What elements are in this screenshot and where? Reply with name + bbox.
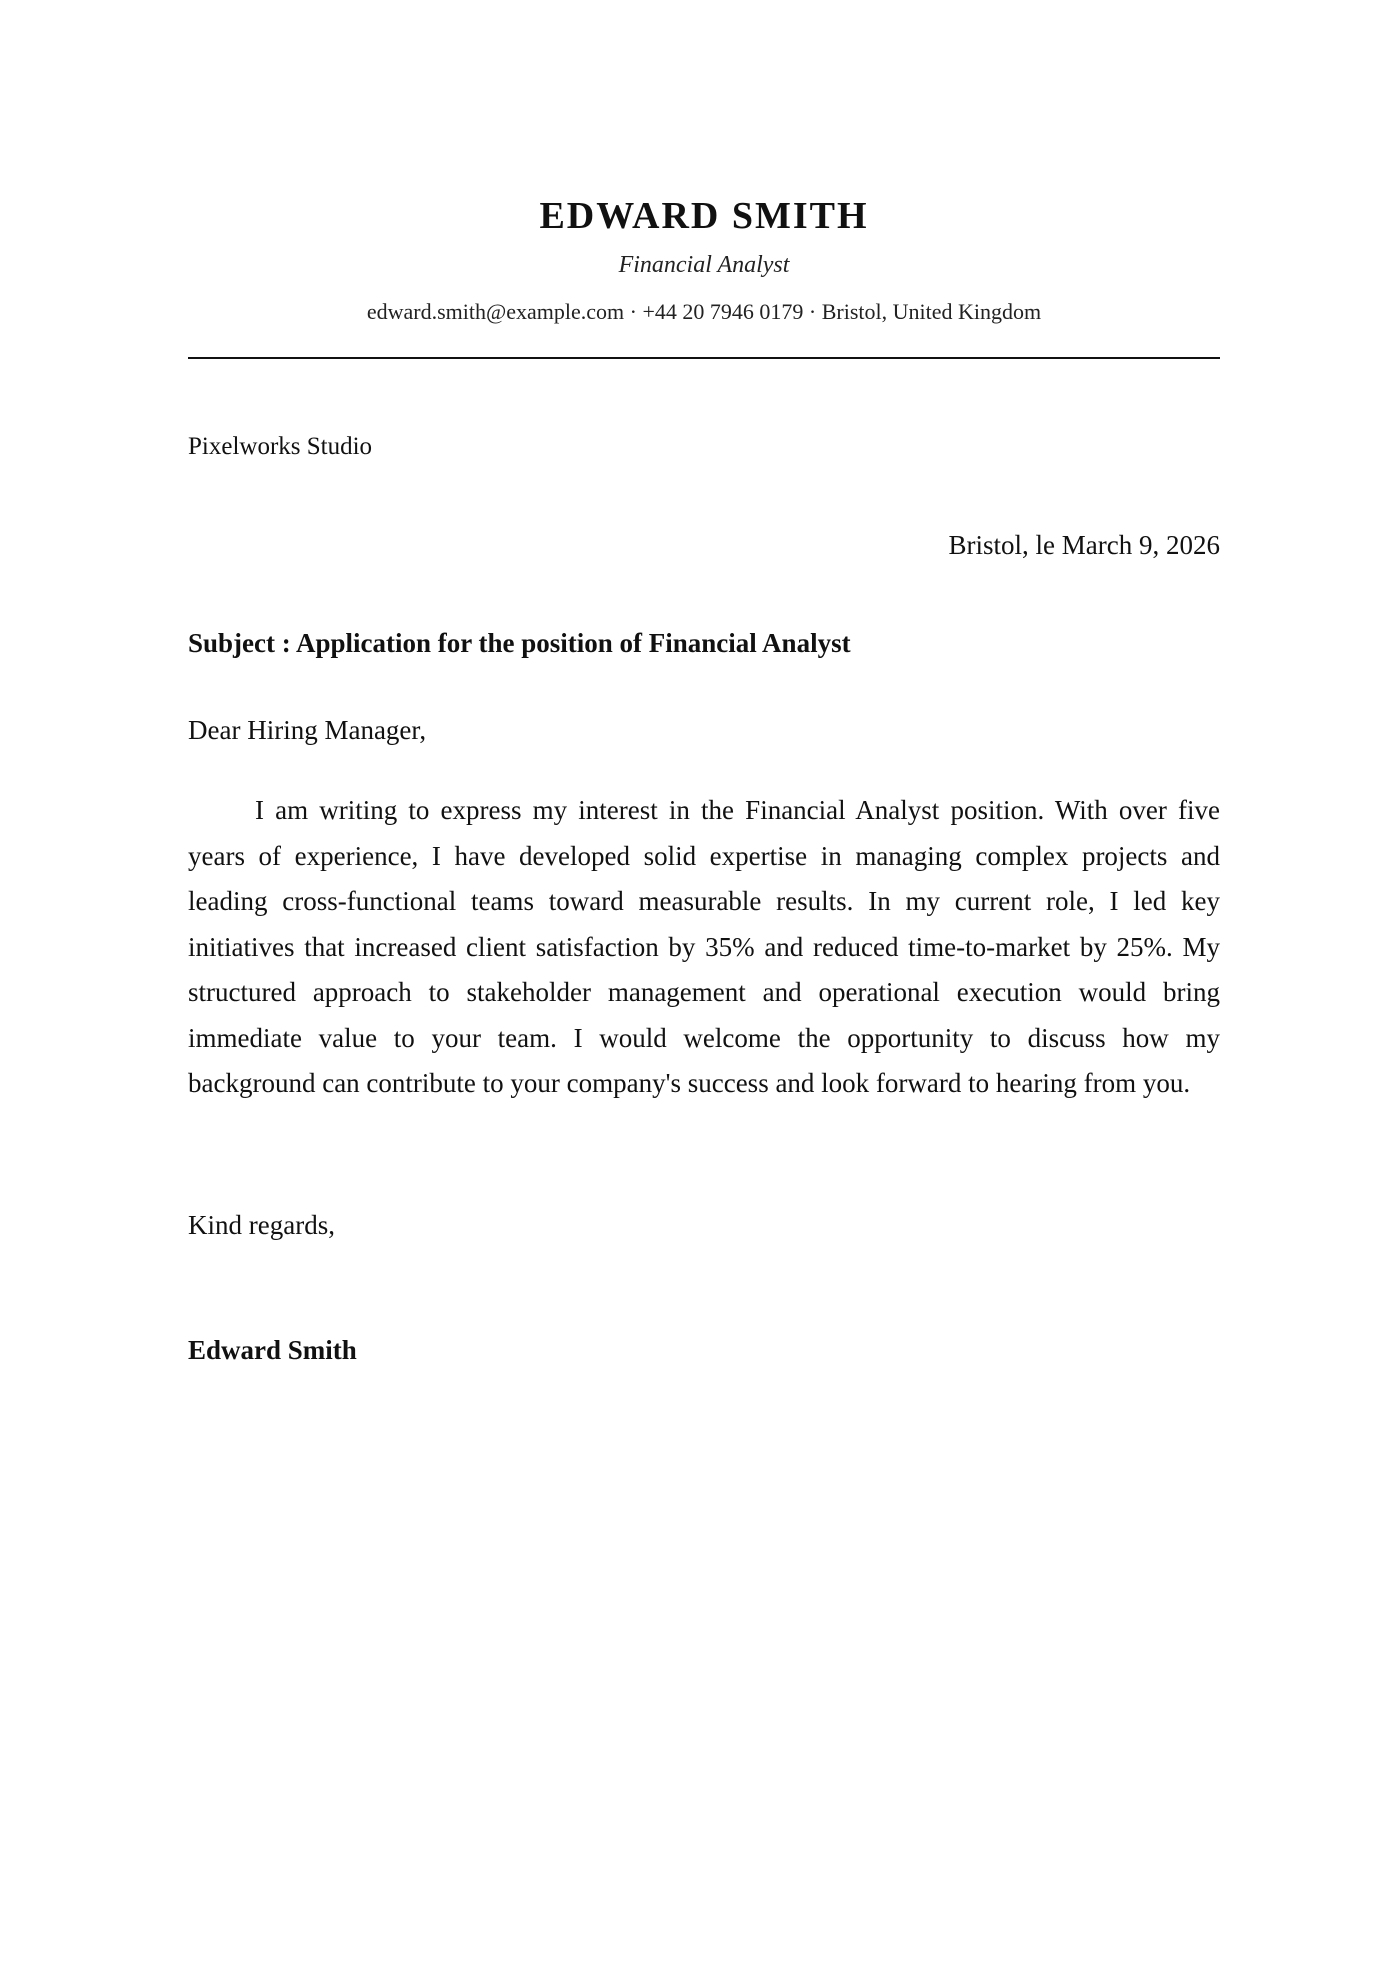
letter-salutation: Dear Hiring Manager, bbox=[188, 715, 427, 745]
letter-body-paragraph: I am writing to express my interest in the Financial Analyst position. With over five years of experience, I have developed solid expertise in managing complex projects and leading cross-functional teams toward measurable results. In my current role, I led key initiatives that increased client satisfaction by 35% and reduced time-to-market by 25%. My structured approach to stakeholder management and operational execution would bring immediate value to your team. I would welcome the opportunity to discuss how my background can contribute to your company's success and look forward to hearing from you. bbox=[188, 795, 1220, 1098]
letter-header bbox=[188, 192, 1220, 326]
sender-contact-line: edward.smith@example.com · +44 20 7946 0179 · Bristol, United Kingdom bbox=[366, 299, 1042, 324]
letter-signature: Edward Smith bbox=[188, 1335, 357, 1365]
header-divider bbox=[188, 357, 1220, 359]
sender-job-title: Financial Analyst bbox=[618, 252, 790, 278]
sender-name: EDWARD SMITH bbox=[539, 195, 869, 237]
letter-closing: Kind regards, bbox=[188, 1210, 335, 1240]
letter-date: Bristol, le March 9, 2026 bbox=[948, 530, 1220, 560]
letter-subject: Subject : Application for the position of Financial Analyst bbox=[188, 628, 851, 658]
recipient-company: Pixelworks Studio bbox=[188, 433, 373, 460]
